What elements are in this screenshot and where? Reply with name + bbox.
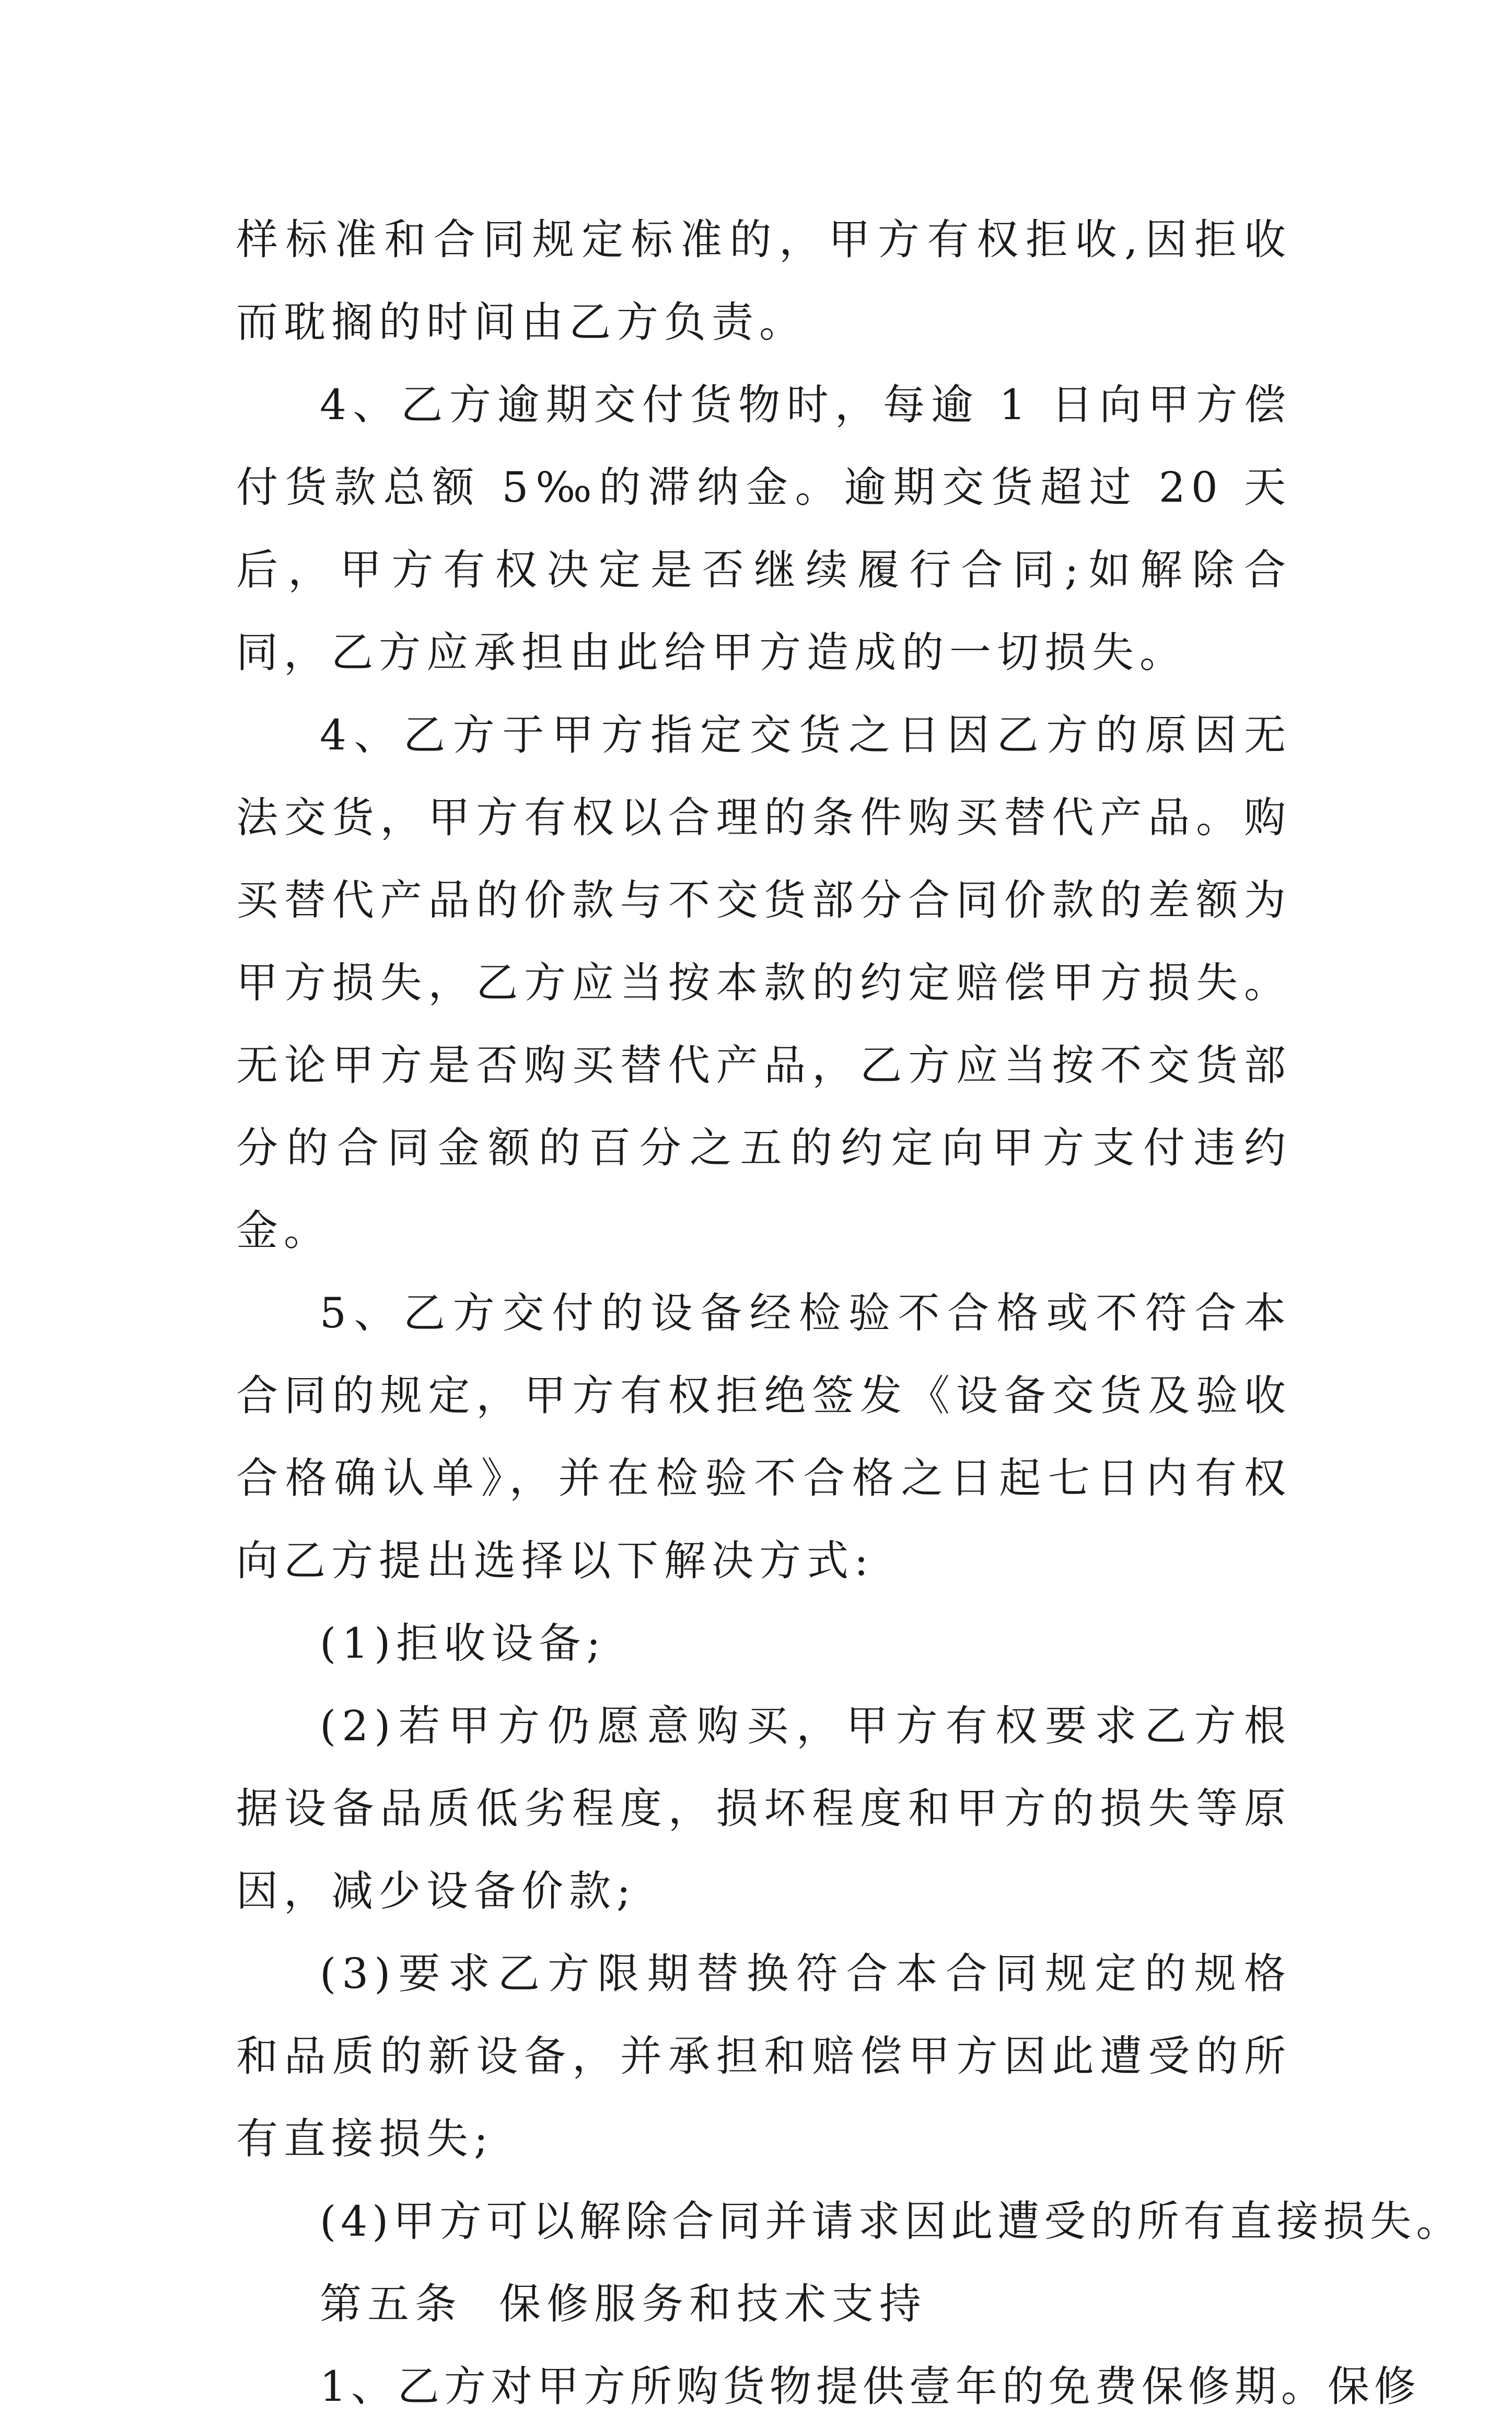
paragraph-warranty-1: 1、乙方对甲方所购货物提供壹年的免费保修期。保修	[320, 2362, 1421, 2411]
paragraph-clause-4-late-delivery: 4、乙方逾期交付货物时，每逾 1 日向甲方偿付货款总额 5‰的滞纳金。逾期交货超过 20 天后，甲方有权决定是否继续履行合同;如解除合同，乙方应承担由此给甲方造成的一切损失。	[236, 380, 1292, 677]
paragraph-option-2: (2)若甲方仍愿意购买，甲方有权要求乙方根据设备品质低劣程度，损坏程度和甲方的损失等原因，减少设备价款;	[236, 1702, 1292, 1915]
paragraph-clause-4-substitute-purchase: 4、乙方于甲方指定交货之日因乙方的原因无法交货，甲方有权以合理的条件购买替代产品。购买替代产品的价款与不交货部分合同价款的差额为甲方损失，乙方应当按本款的约定赔偿甲方损失。无论甲方是否购买替代产品，乙方应当按不交货部分的合同金额的百分之五的约定向甲方支付违约金。	[236, 711, 1292, 1255]
section-number: 第五条	[320, 2280, 462, 2328]
document-body	[236, 199, 1463, 2428]
paragraph-option-1: (1)拒收设备;	[320, 1619, 607, 1668]
section-title: 保修服务和技术支持	[499, 2280, 927, 2328]
paragraph-option-3: (3)要求乙方限期替换符合本合同规定的规格和品质的新设备，并承担和赔偿甲方因此遭受的所有直接损失;	[236, 1949, 1292, 2163]
paragraph-option-4: (4)甲方可以解除合同并请求因此遭受的所有直接损失。	[320, 2197, 1463, 2246]
paragraph-continued: 样标准和合同规定标准的，甲方有权拒收,因拒收而耽搁的时间由乙方负责。	[236, 215, 1292, 346]
section-heading	[236, 2263, 1292, 2345]
paragraph-clause-5-inspection: 5、乙方交付的设备经检验不合格或不符合本合同的规定，甲方有权拒绝签发《设备交货及验收合格确认单》，并在检验不合格之日起七日内有权向乙方提出选择以下解决方式:	[236, 1289, 1292, 1585]
